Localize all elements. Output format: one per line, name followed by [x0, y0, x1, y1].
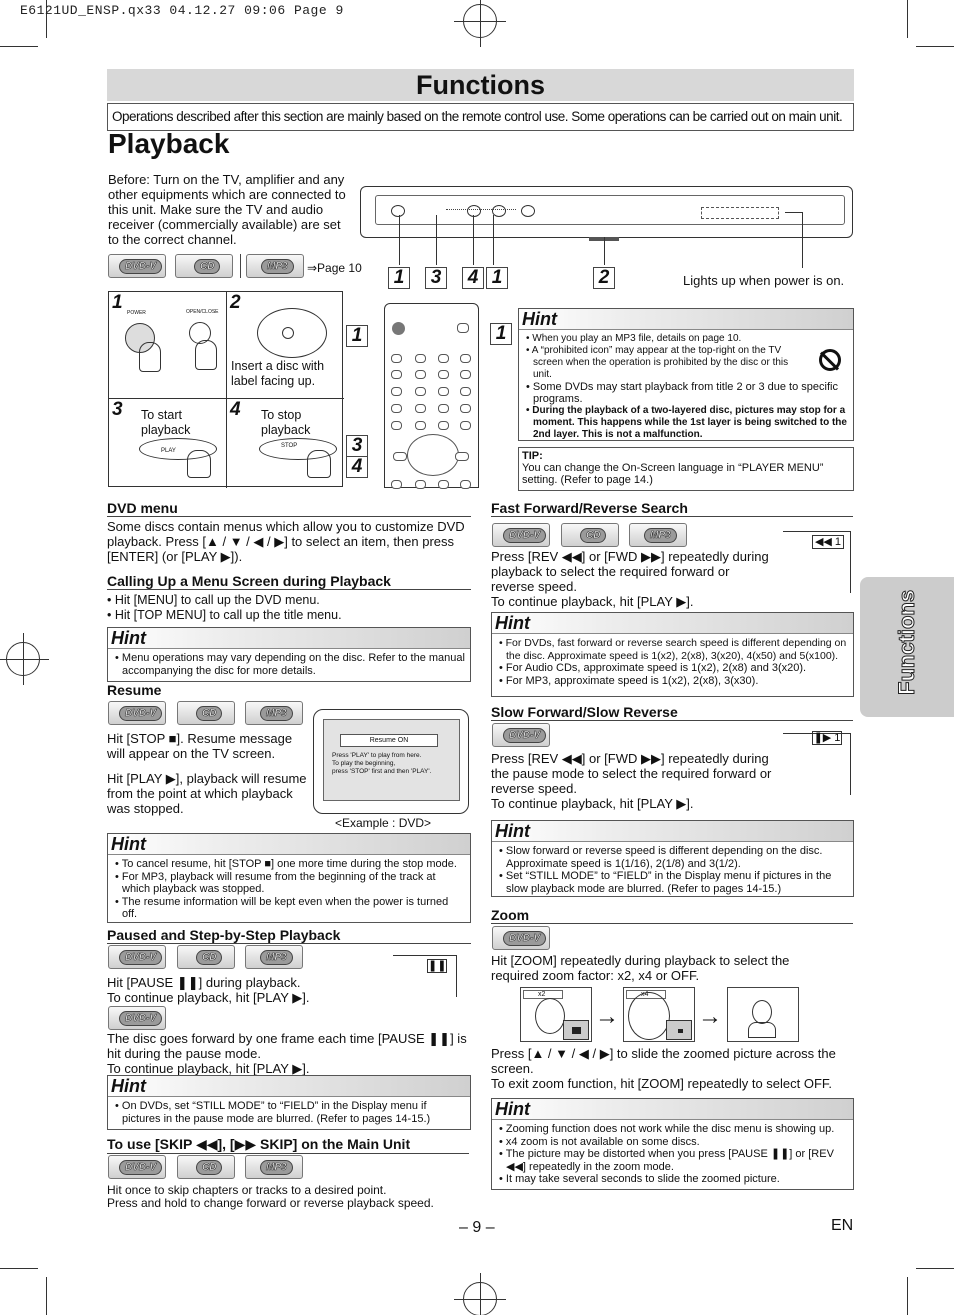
hint-box-slow: [491, 820, 854, 897]
step-number: 1: [388, 267, 410, 289]
hint-box-paused: [107, 1075, 471, 1130]
hint-heading: Hint: [492, 1099, 853, 1120]
hint-item: • For MP3, approximate speed is 1(x2), 2(x8), 3(x30).: [499, 674, 759, 687]
side-tab-label: Functions: [894, 589, 919, 695]
section-heading-playback: Playback: [108, 128, 230, 159]
before-text: Before: Turn on the TV, amplifier and any other equipments which are connected to this unit. Make sure the TV and audio receiver (commercially available) are set to the correct channel.: [108, 172, 346, 247]
disc-hole-icon: [282, 327, 294, 339]
resume-text-2: Hit [PLAY ▶], playback will resume from the point at which playback was stopped.: [107, 771, 307, 816]
screen-text: Press 'PLAY' to play from here. To play the beginning, press 'STOP' first and then 'PLAY'.: [332, 752, 432, 775]
dvd-badge: DVD-V: [108, 1006, 166, 1030]
dvd-badge: DVD-V: [492, 723, 550, 747]
paused-text-2: The disc goes forward by one frame each time [PAUSE ❚❚] is hit during the pause mode. To continue playback, hit [PLAY ▶].: [107, 1031, 467, 1076]
section-heading-zoom: Zoom: [491, 907, 853, 924]
display-window: [701, 207, 779, 219]
dvd-menu-text: Some discs contain menus which allow you to customize DVD playback. Press [▲ / ▼ / ◀ / ▶] to select an item, then press [ENTER] (or [PLAY ▶]).: [107, 519, 465, 564]
zoom-text-2: Press [▲ / ▼ / ◀ / ▶] to slide the zoomed picture across the screen. To exit zoom function, hit [ZOOM] repeatedly to select OFF.: [491, 1046, 836, 1091]
registration-mark: [463, 1282, 497, 1315]
display-bracket: [393, 955, 457, 997]
hand-icon: [307, 450, 331, 478]
tip-box: [518, 447, 854, 491]
step-number: 4: [462, 267, 484, 289]
file-header: E6121UD_ENSP.qx33 04.12.27 09:06 Page 9: [20, 3, 344, 18]
crop-mark: [0, 1268, 38, 1269]
pause-display: ❚❚: [428, 960, 447, 972]
step-number: 1: [486, 267, 508, 289]
hint-item: • To cancel resume, hit [STOP ■] one more time during the stop mode.: [115, 858, 457, 870]
hint-item: • Some DVDs may start playback from title 2 or 3 due to specific programs.: [526, 381, 838, 405]
step-label: OPEN/CLOSE: [186, 309, 219, 315]
dvd-badge: DVD-V: [492, 523, 550, 547]
dvd-badge: DVD-V: [108, 254, 166, 278]
zoom-frame-off: [727, 987, 799, 1042]
crop-mark: [907, 0, 908, 38]
hint-heading: Hint: [108, 834, 470, 855]
hint-item: • It may take several seconds to slide the zoomed picture.: [499, 1173, 780, 1185]
cd-badge: CD: [175, 254, 233, 278]
step-number: 2: [593, 267, 615, 289]
section-heading-skip: To use [SKIP ◀◀], [▶▶ SKIP] on the Main Unit: [107, 1136, 469, 1154]
dvd-badge: DVD-V: [108, 945, 166, 969]
side-tab-functions: [860, 577, 954, 717]
page-number: – 9 –: [459, 1219, 495, 1236]
section-heading-calling-menu: Calling Up a Menu Screen during Playback: [107, 573, 471, 590]
hand-icon: [195, 340, 217, 370]
power-button-icon: [392, 322, 405, 335]
calling-menu-list: [107, 593, 471, 623]
hand-icon: [187, 450, 211, 478]
cd-badge: CD: [177, 1155, 235, 1179]
page-ref: ⇒Page 10: [307, 261, 362, 275]
hint-item: • On DVDs, set “STILL MODE” to “FIELD” in the Display menu if pictures in the pause mode are blurred. (Refer to pages 14-15.): [115, 1100, 431, 1125]
ffrev-text: Press [REV ◀◀] or [FWD ▶▶] repeatedly during playback to select the required forward or reverse speed. To continue playback, hit [PLAY ▶].: [491, 549, 769, 609]
girl-body-icon: [748, 1022, 776, 1038]
skip-text: Hit once to skip chapters or tracks to a desired point. Press and hold to change forward or reverse playback speed.: [107, 1183, 434, 1210]
crop-mark: [907, 1277, 908, 1315]
slow-display: ❚▶ 1: [813, 732, 841, 744]
hint-item: • A “prohibited icon” may appear at the top-right on the TV screen when the operation is prohibited by the disc or this unit.: [526, 345, 789, 380]
tip-text: You can change the On-Screen language in “PLAYER MENU” setting. (Refer to page 14.): [522, 462, 824, 486]
hint-box-playback: [518, 308, 854, 441]
open-close-button-icon: [457, 323, 469, 333]
hint-box-menu: [107, 627, 471, 682]
section-heading-slow: Slow Forward/Slow Reverse: [491, 704, 853, 721]
hint-item: • When you play an MP3 file, details on page 10.: [526, 333, 742, 344]
hint-item: • For DVDs, fast forward or reverse search speed is different depending on the disc. Approximate speed is 1(x2), 2(x8), 3(x20), 4(x50) and 5(x100).: [499, 637, 847, 662]
zoom-label: x2: [523, 990, 563, 999]
zoom-navigator-icon: [666, 1020, 692, 1040]
dvd-badge: DVD-V: [108, 701, 166, 725]
step-number: 4: [230, 399, 241, 420]
step-text: Insert a disc with label facing up.: [231, 359, 325, 388]
bracket-divider: [240, 254, 241, 278]
step-text: To start playback: [141, 408, 191, 437]
hint-item: • The picture may be distorted when you press [PAUSE ❚❚] or [REV ◀◀] repeatedly in the zoom mode.: [499, 1148, 834, 1173]
hint-box-ffrev: [491, 612, 854, 697]
remote-control-illustration: [384, 303, 479, 488]
unit-button-icon: [521, 205, 535, 217]
step-number: 4: [346, 456, 368, 478]
intro-text: Operations described after this section are mainly based on the remote control use. Some operations can be carried out on main unit.: [107, 103, 854, 131]
hint-item: • For MP3, playback will resume from the beginning of the track at which playback was stopped.: [115, 870, 436, 895]
hint-box-zoom: [491, 1098, 854, 1190]
zoom-label: x4: [626, 990, 666, 999]
girl-face-icon: [752, 1000, 772, 1024]
hint-heading: Hint: [519, 309, 853, 330]
list-item: • Hit [TOP MENU] to call up the title menu.: [107, 608, 342, 622]
step-number: 2: [230, 292, 241, 313]
cd-badge: CD: [177, 945, 235, 969]
zoom-navigator-icon: [563, 1020, 589, 1040]
zoom-frame-x4: [623, 987, 695, 1042]
hint-heading: Hint: [108, 628, 470, 649]
step-number: 3: [425, 267, 447, 289]
hint-item: • x4 zoom is not available on some discs.: [499, 1135, 700, 1148]
unit-button-icon: [467, 205, 481, 217]
hint-item: • The resume information will be kept even when the power is turned off.: [115, 895, 449, 920]
section-heading-paused: Paused and Step-by-Step Playback: [107, 927, 471, 944]
page-title: Functions: [107, 69, 854, 101]
paused-text-1: Hit [PAUSE ❚❚] during playback. To continue playback, hit [PLAY ▶].: [107, 975, 310, 1005]
cd-badge: CD: [561, 523, 619, 547]
mp3-badge: MP3: [629, 523, 687, 547]
cd-badge: CD: [177, 701, 235, 725]
section-heading-fast-forward: Fast Forward/Reverse Search: [491, 500, 853, 517]
step-number: 1: [346, 325, 368, 347]
dvd-player-illustration: [360, 186, 853, 238]
mp3-badge: MP3: [245, 945, 303, 969]
rev-display: ◀◀ 1: [812, 535, 844, 549]
crop-mark: [46, 1277, 47, 1315]
step-number: 1: [490, 323, 512, 345]
lights-up-caption: Lights up when power is on.: [683, 273, 845, 288]
dvd-badge: DVD-V: [492, 926, 550, 950]
crop-mark: [916, 46, 954, 47]
resume-text-1: Hit [STOP ■]. Resume message will appear on the TV screen.: [107, 731, 293, 761]
arrow-right-icon: →: [698, 1003, 722, 1030]
girl-face-icon: [628, 992, 670, 1040]
section-heading-dvd-menu: DVD menu: [107, 500, 471, 517]
crop-mark: [916, 1268, 954, 1269]
hand-icon: [139, 342, 161, 372]
hint-item: • Set “STILL MODE” to “FIELD” in the Display menu if pictures in the slow playback mode are blurred. (Refer to pages 14-15.): [499, 870, 832, 895]
hint-item: • During the playback of a two-layered disc, pictures may stop for a moment. This happens while the 1st layer is being switched to the 2nd layer. This is not a malfunction.: [526, 405, 847, 440]
step-label: POWER: [127, 310, 146, 316]
section-heading-resume: Resume: [107, 682, 162, 698]
language-code: EN: [831, 1217, 854, 1234]
arrow-right-icon: →: [595, 1003, 619, 1030]
hint-heading: Hint: [492, 613, 853, 634]
zoom-frame-x2: [520, 987, 592, 1042]
step-text: To stop playback: [261, 408, 311, 437]
hint-item: • For Audio CDs, approximate speed is 1(x2), 2(x8) and 3(x20).: [499, 662, 807, 674]
dvd-badge: DVD-V: [108, 1155, 166, 1179]
girl-face-icon: [535, 998, 565, 1034]
hint-box-resume: [107, 833, 471, 923]
registration-mark: [6, 642, 40, 676]
step-number: 3: [112, 399, 123, 420]
hint-heading: Hint: [492, 821, 853, 842]
button-label: PLAY: [161, 448, 176, 454]
example-caption: <Example : DVD>: [335, 816, 432, 830]
navigation-pad: [407, 434, 459, 476]
hint-item: • Slow forward or reverse speed is different depending on the disc. Approximate speed is 1(1/16), 2(1/8) and 3(1/2).: [499, 845, 823, 870]
mp3-badge: MP3: [245, 701, 303, 725]
mp3-badge: MP3: [246, 254, 304, 278]
steps-grid: [108, 291, 343, 487]
registration-mark: [463, 4, 497, 38]
crop-mark: [0, 46, 38, 47]
unit-button-icon: [492, 205, 506, 217]
tv-screen-example: [313, 709, 469, 814]
hint-item: • Menu operations may vary depending on the disc. Refer to the manual accompanying the disc for more details.: [115, 652, 465, 677]
prohibited-icon: [819, 349, 841, 371]
mp3-badge: MP3: [245, 1155, 303, 1179]
list-item: • Hit [MENU] to call up the DVD menu.: [107, 593, 320, 607]
zoom-text-1: Hit [ZOOM] repeatedly during playback to select the required zoom factor: x2, x4 or OFF.: [491, 953, 790, 983]
power-button-icon: [391, 205, 405, 217]
hint-heading: Hint: [108, 1076, 470, 1097]
button-label: STOP: [281, 443, 298, 449]
tip-label: TIP:: [522, 450, 543, 462]
slow-text: Press [REV ◀◀] or [FWD ▶▶] repeatedly during the pause mode to select the required forward or reverse speed. To continue playback, hit [PLAY ▶].: [491, 751, 772, 811]
screen-title: Resume ON: [340, 734, 438, 747]
step-number: 1: [112, 292, 123, 313]
hint-item: • Zooming function does not work while the disc menu is showing up.: [499, 1123, 835, 1135]
step-number: 3: [346, 435, 368, 457]
